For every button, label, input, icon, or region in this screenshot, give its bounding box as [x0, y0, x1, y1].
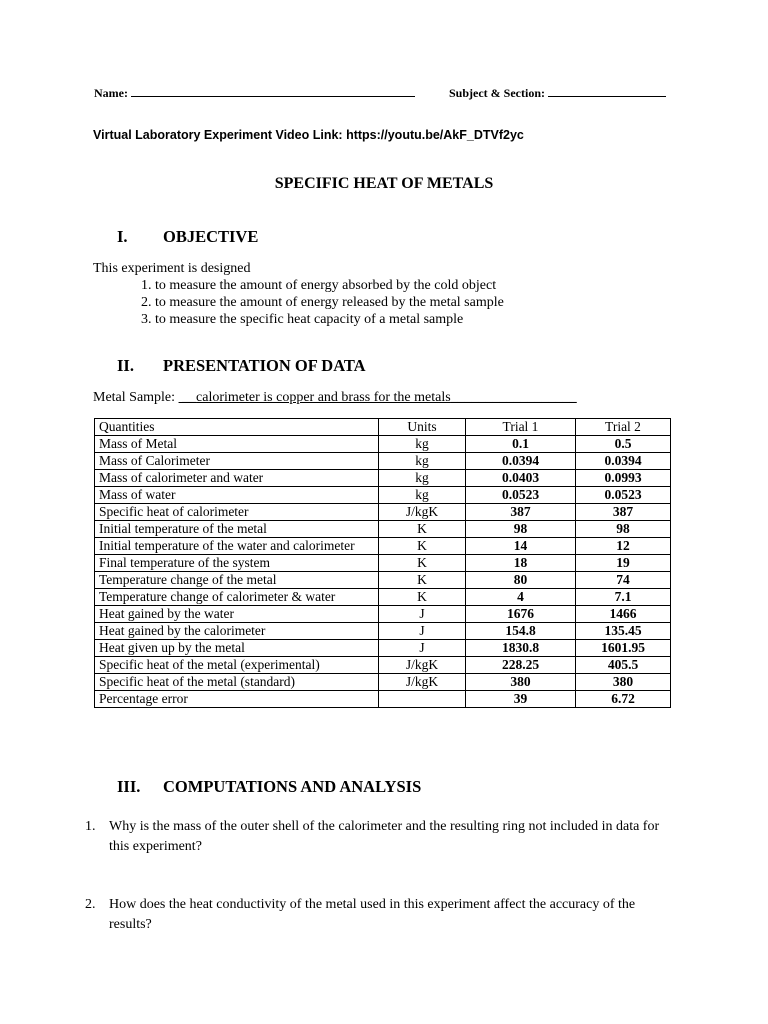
question-2-text: How does the heat conductivity of the metal used in this experiment affect the accuracy of the results? [109, 897, 636, 932]
cell-trial-2: 0.0394 [576, 453, 671, 470]
cell-trial-1: 0.1 [466, 436, 576, 453]
section-2-title: PRESENTATION OF DATA [163, 356, 366, 375]
name-field [94, 86, 415, 101]
cell-unit: kg [379, 436, 466, 453]
cell-trial-2: 0.0523 [576, 487, 671, 504]
cell-trial-1: 98 [466, 521, 576, 538]
cell-unit: J [379, 640, 466, 657]
cell-quantity: Heat gained by the water [95, 606, 379, 623]
objective-item-3: 3. to measure the specific heat capacity of a metal sample [141, 312, 464, 327]
cell-trial-2: 1601.95 [576, 640, 671, 657]
table-row [95, 589, 671, 606]
table-header-row [95, 419, 671, 436]
cell-quantity: Specific heat of the metal (standard) [95, 674, 379, 691]
page-title: SPECIFIC HEAT OF METALS [274, 175, 494, 192]
data-table [94, 418, 671, 708]
metal-sample-label: Metal Sample: [93, 390, 176, 405]
question-2-number: 2. [85, 897, 96, 912]
cell-quantity: Mass of water [95, 487, 379, 504]
cell-unit: J/kgK [379, 674, 466, 691]
table-row [95, 606, 671, 623]
table-row [95, 674, 671, 691]
cell-unit: K [379, 538, 466, 555]
question-1-text: Why is the mass of the outer shell of the calorimeter and the resulting ring not included in data for this experiment? [109, 819, 660, 854]
cell-quantity: Temperature change of calorimeter & water [95, 589, 379, 606]
objective-intro: This experiment is designed [93, 261, 251, 276]
cell-quantity: Specific heat of the metal (experimental) [95, 657, 379, 674]
cell-quantity: Initial temperature of the water and calorimeter [95, 538, 379, 555]
cell-quantity: Temperature change of the metal [95, 572, 379, 589]
subject-section-label: Subject & Section: [449, 86, 545, 100]
subject-section-field [449, 86, 666, 101]
section-3-title: COMPUTATIONS AND ANALYSIS [163, 777, 422, 796]
table-row [95, 555, 671, 572]
cell-quantity: Percentage error [95, 691, 379, 708]
cell-quantity: Mass of Metal [95, 436, 379, 453]
video-link[interactable]: Virtual Laboratory Experiment Video Link: https://youtu.be/AkF_DTVf2yc [93, 128, 524, 142]
cell-trial-1: 380 [466, 674, 576, 691]
section-1-title: OBJECTIVE [163, 227, 259, 246]
table-row [95, 436, 671, 453]
cell-trial-2: 405.5 [576, 657, 671, 674]
cell-quantity: Heat given up by the metal [95, 640, 379, 657]
header-units: Units [379, 419, 466, 436]
cell-unit: K [379, 521, 466, 538]
cell-trial-1: 14 [466, 538, 576, 555]
cell-trial-1: 0.0403 [466, 470, 576, 487]
subject-section-blank[interactable] [548, 86, 666, 97]
cell-trial-1: 1830.8 [466, 640, 576, 657]
cell-trial-2: 1466 [576, 606, 671, 623]
cell-trial-1: 0.0394 [466, 453, 576, 470]
cell-quantity: Final temperature of the system [95, 555, 379, 572]
cell-trial-2: 387 [576, 504, 671, 521]
table-row [95, 691, 671, 708]
cell-trial-1: 39 [466, 691, 576, 708]
table-row [95, 623, 671, 640]
cell-quantity: Mass of Calorimeter [95, 453, 379, 470]
cell-quantity: Initial temperature of the metal [95, 521, 379, 538]
cell-unit: J [379, 623, 466, 640]
cell-unit [379, 691, 466, 708]
cell-trial-2: 98 [576, 521, 671, 538]
metal-sample-field [93, 390, 577, 406]
cell-trial-1: 80 [466, 572, 576, 589]
cell-trial-1: 18 [466, 555, 576, 572]
cell-quantity: Specific heat of calorimeter [95, 504, 379, 521]
cell-unit: K [379, 572, 466, 589]
question-1-number: 1. [85, 819, 96, 834]
objective-item-1: 1. to measure the amount of energy absorbed by the cold object [141, 278, 497, 293]
table-row [95, 487, 671, 504]
cell-trial-2: 135.45 [576, 623, 671, 640]
cell-unit: kg [379, 470, 466, 487]
cell-trial-2: 0.0993 [576, 470, 671, 487]
cell-trial-2: 6.72 [576, 691, 671, 708]
table-row [95, 538, 671, 555]
table-row [95, 470, 671, 487]
table-row [95, 521, 671, 538]
cell-trial-1: 0.0523 [466, 487, 576, 504]
cell-unit: kg [379, 453, 466, 470]
table-row [95, 657, 671, 674]
objective-item-2: 2. to measure the amount of energy released by the metal sample [141, 295, 504, 310]
name-label: Name: [94, 86, 128, 100]
table-row [95, 640, 671, 657]
cell-unit: J [379, 606, 466, 623]
cell-trial-2: 7.1 [576, 589, 671, 606]
cell-unit: K [379, 555, 466, 572]
table-row [95, 572, 671, 589]
cell-unit: K [379, 589, 466, 606]
cell-unit: kg [379, 487, 466, 504]
header-trial-2: Trial 2 [576, 419, 671, 436]
cell-trial-2: 380 [576, 674, 671, 691]
metal-sample-value[interactable]: __calorimeter is copper and brass for the metals__________________ [178, 390, 577, 405]
cell-trial-1: 1676 [466, 606, 576, 623]
cell-trial-1: 4 [466, 589, 576, 606]
cell-trial-2: 74 [576, 572, 671, 589]
cell-trial-1: 228.25 [466, 657, 576, 674]
section-3-number: III. [117, 777, 141, 796]
table-row [95, 504, 671, 521]
cell-unit: J/kgK [379, 504, 466, 521]
cell-trial-1: 154.8 [466, 623, 576, 640]
table-row [95, 453, 671, 470]
name-blank[interactable] [131, 86, 415, 97]
section-2-number: II. [117, 356, 134, 375]
cell-trial-2: 0.5 [576, 436, 671, 453]
cell-unit: J/kgK [379, 657, 466, 674]
header-quantities: Quantities [95, 419, 379, 436]
section-1-number: I. [117, 227, 128, 246]
header-trial-1: Trial 1 [466, 419, 576, 436]
cell-quantity: Mass of calorimeter and water [95, 470, 379, 487]
cell-trial-1: 387 [466, 504, 576, 521]
cell-quantity: Heat gained by the calorimeter [95, 623, 379, 640]
cell-trial-2: 19 [576, 555, 671, 572]
cell-trial-2: 12 [576, 538, 671, 555]
